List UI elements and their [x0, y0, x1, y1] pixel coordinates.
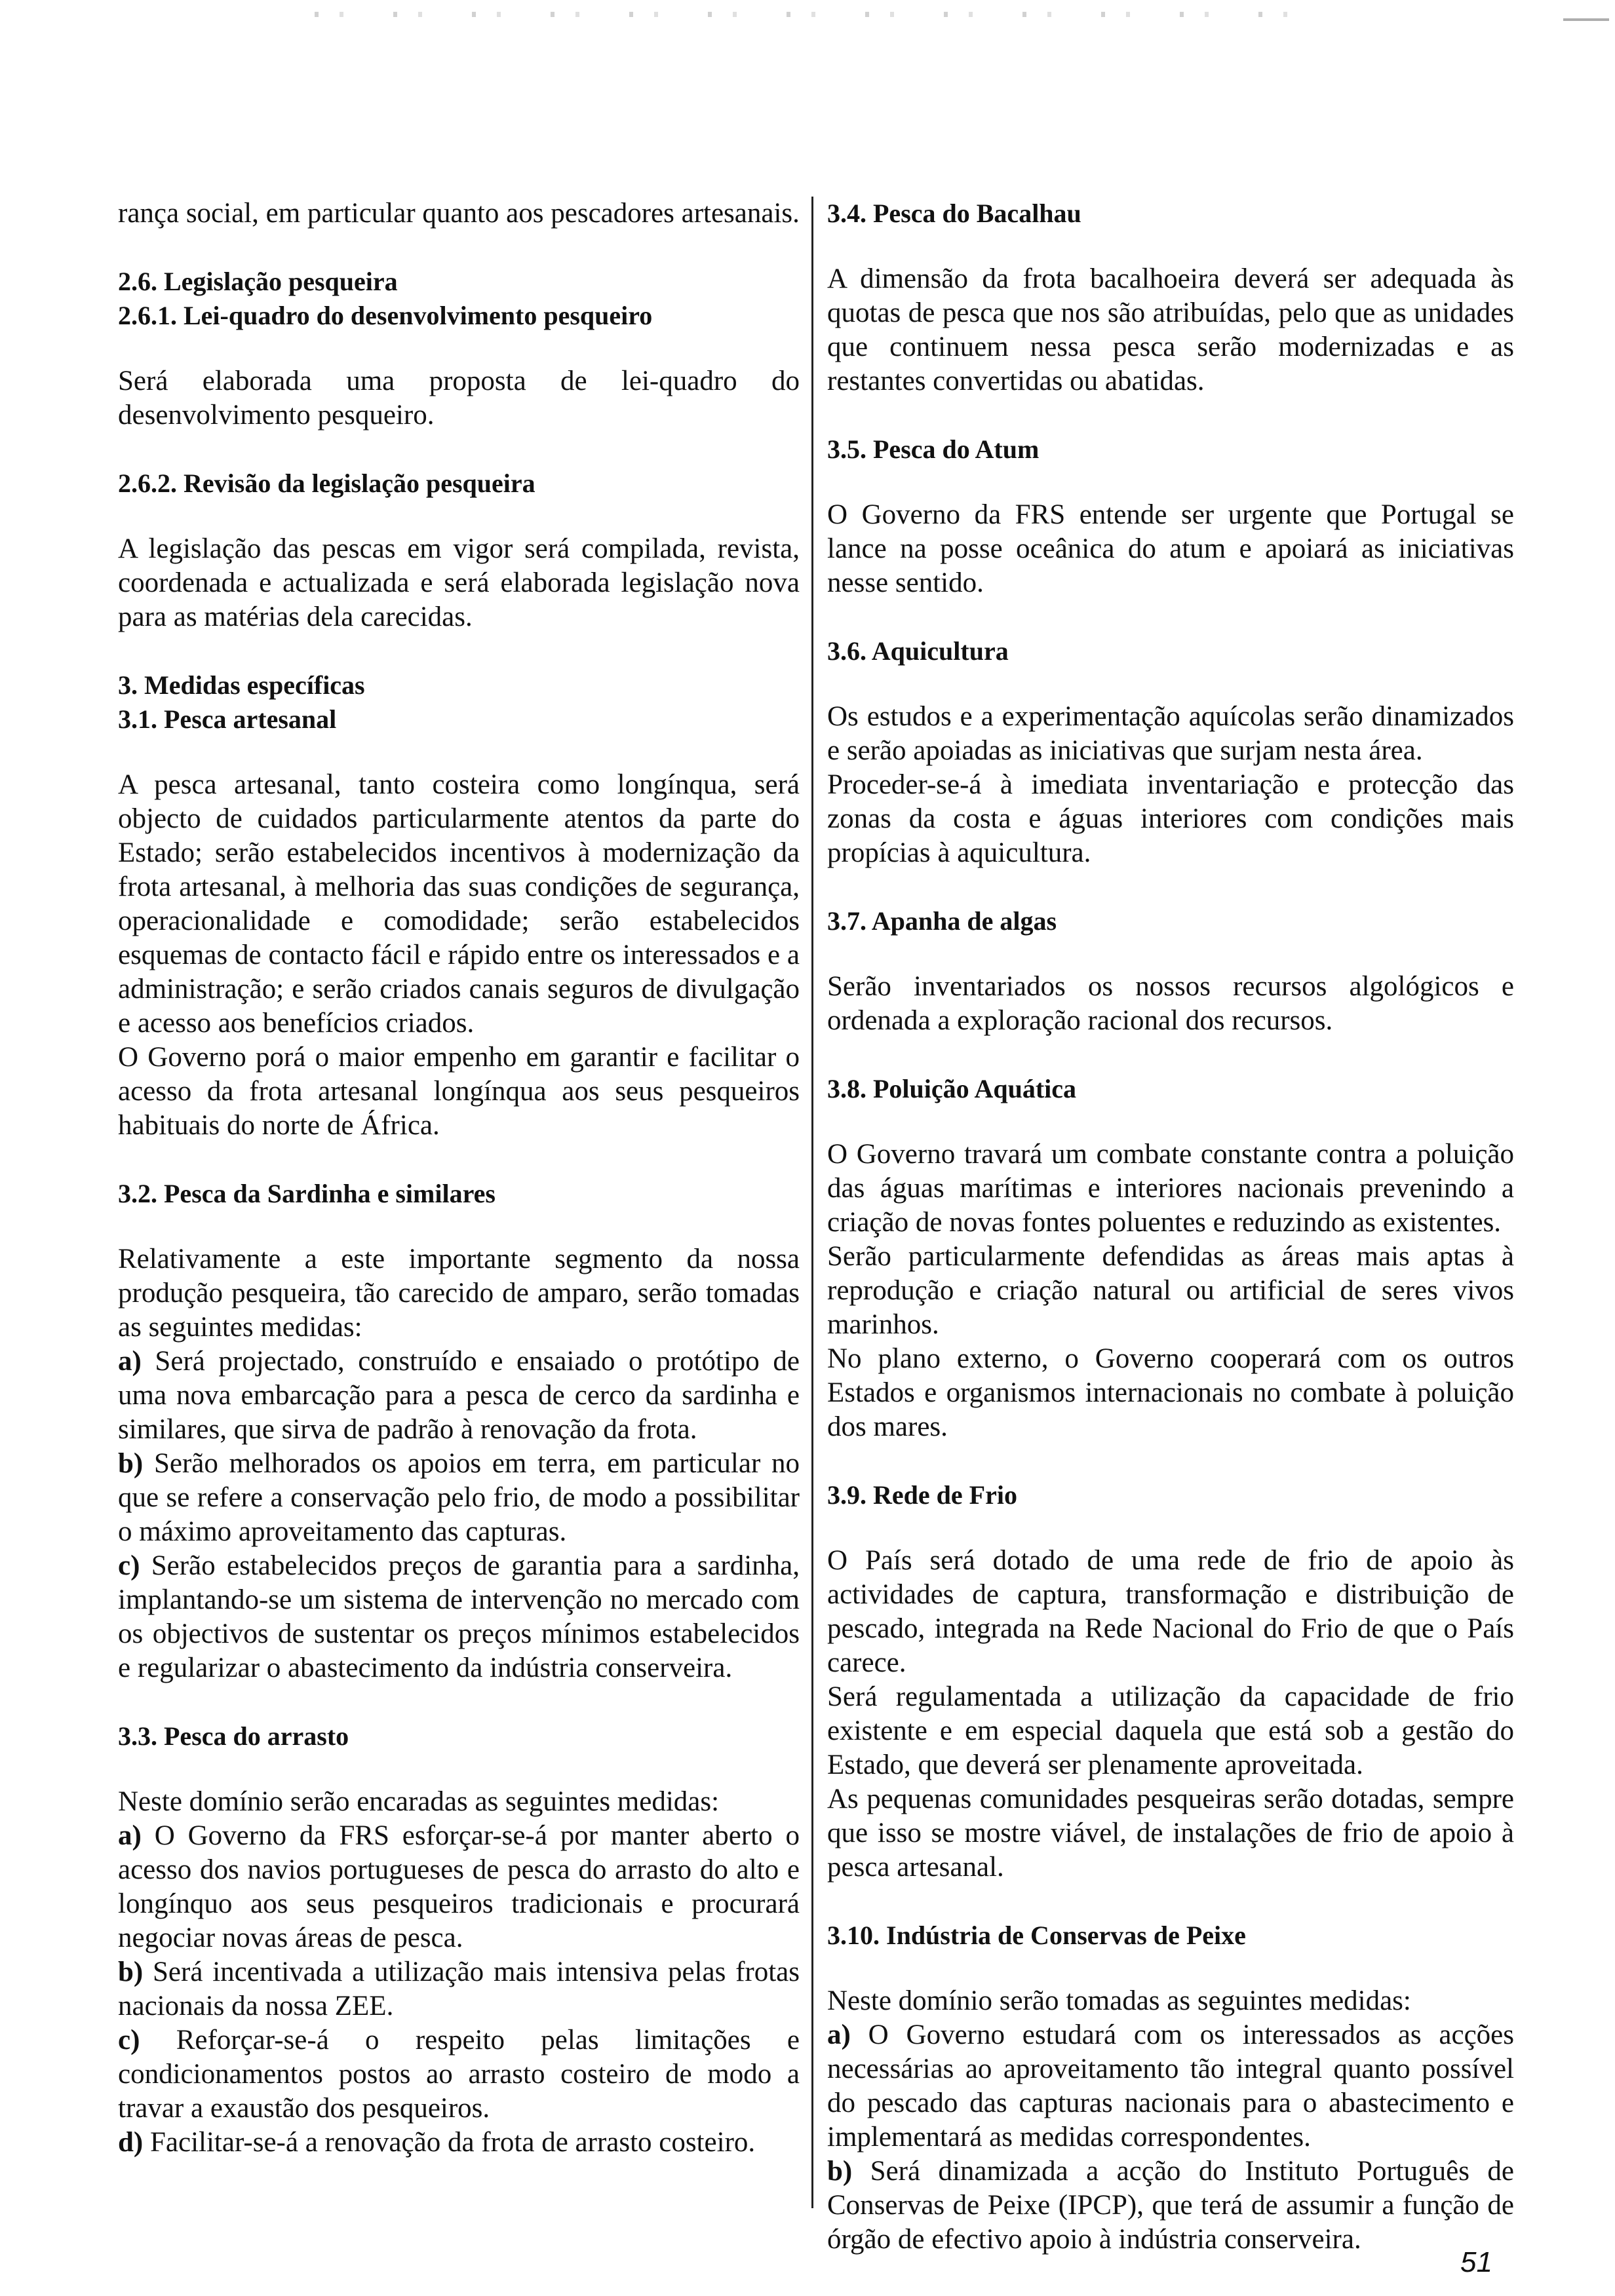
- section-heading: 3.8. Poluição Aquática: [827, 1074, 1077, 1103]
- list-item: [118, 2126, 800, 2160]
- paragraph: A dimensão da frota bacalhoeira deverá ser adequada às quotas de pesca que nos são atribuídas, pelo que as unidades que continuem nessa pesca serão modernizadas e as restantes convertidas ou abatidas.: [827, 263, 1514, 396]
- list-item: [118, 1549, 800, 1685]
- right-column: [827, 197, 1514, 2257]
- scan-artifact-corner: [1563, 18, 1609, 21]
- list-item-text: Serão melhorados os apoios em terra, em particular no que se refere a conservação pelo frio, de modo a possibilitar o máximo aproveitamento das capturas.: [118, 1448, 800, 1547]
- paragraph: Neste domínio serão encaradas as seguintes medidas:: [118, 1786, 720, 1817]
- section-heading: 3.2. Pesca da Sardinha e similares: [118, 1179, 496, 1208]
- list-marker: a): [827, 2019, 851, 2050]
- list-marker: b): [827, 2156, 853, 2187]
- list-marker: b): [118, 1957, 144, 1987]
- list-item: [827, 2154, 1514, 2257]
- section-heading: 2.6.2. Revisão da legislação pesqueira: [118, 469, 535, 498]
- paragraph: O Governo porá o maior empenho em garantir e facilitar o acesso da frota artesanal longínqua aos seus pesqueiros habituais do norte de África.: [118, 1042, 800, 1141]
- list-marker: b): [118, 1448, 144, 1479]
- paragraph: Os estudos e a experimentação aquícolas serão dinamizados e serão apoiadas as iniciativas que surjam nesta área.: [827, 701, 1514, 766]
- paragraph: O País será dotado de uma rede de frio de apoio às actividades de captura, transformação e distribuição de pescado, integrada na Rede Nacional do Frio de que o País carece.: [827, 1545, 1514, 1678]
- column-divider: [811, 197, 813, 2208]
- section-heading: 3.10. Indústria de Conservas de Peixe: [827, 1921, 1246, 1950]
- list-marker: d): [118, 2127, 144, 2158]
- section-heading: 3.1. Pesca artesanal: [118, 704, 337, 734]
- section-heading: 3.5. Pesca do Atum: [827, 434, 1040, 464]
- paragraph: Será elaborada uma proposta de lei-quadro do desenvolvimento pesqueiro.: [118, 366, 800, 430]
- paragraph: O Governo travará um combate constante contra a poluição das águas marítimas e interiores nacionais prevenindo a criação de novas fontes poluentes e reduzindo as existentes.: [827, 1139, 1514, 1238]
- paragraph: Neste domínio serão tomadas as seguintes medidas:: [827, 1985, 1411, 2016]
- list-item-text: Será projectado, construído e ensaiado o protótipo de uma nova embarcação para a pesca de cerco da sardinha e similares, que sirva de padrão à renovação da frota.: [118, 1346, 800, 1445]
- section-heading: 3.9. Rede de Frio: [827, 1480, 1017, 1510]
- page-number: 51: [1460, 2246, 1492, 2278]
- paragraph: A legislação das pescas em vigor será compilada, revista, coordenada e actualizada e será elaborada legislação nova para as matérias dela carecidas.: [118, 533, 800, 632]
- left-column: [118, 197, 800, 2160]
- list-marker: c): [118, 1550, 140, 1581]
- section-heading: 3. Medidas específicas: [118, 670, 365, 700]
- list-item: [118, 1819, 800, 1955]
- list-item-text: Será incentivada a utilização mais intensiva pelas frotas nacionais da nossa ZEE.: [118, 1957, 800, 2021]
- list-item-text: O Governo da FRS esforçar-se-á por manter aberto o acesso dos navios portugueses de pesca do arrasto do alto e longínquo aos seus pesqueiros tradicionais e procurará negociar novas áreas de pesca.: [118, 1820, 800, 1953]
- section-heading: 3.4. Pesca do Bacalhau: [827, 199, 1081, 228]
- paragraph: As pequenas comunidades pesqueiras serão dotadas, sempre que isso se mostre viável, de instalações de frio de apoio à pesca artesanal.: [827, 1784, 1514, 1883]
- section-heading: 3.6. Aquicultura: [827, 636, 1009, 666]
- list-item: [827, 2018, 1514, 2154]
- list-item: [118, 1447, 800, 1549]
- paragraph: Serão inventariados os nossos recursos algológicos e ordenada a exploração racional dos recursos.: [827, 971, 1514, 1036]
- section-heading: 3.3. Pesca do arrasto: [118, 1721, 349, 1751]
- list-item-text: Serão estabelecidos preços de garantia para a sardinha, implantando-se um sistema de intervenção no mercado com os objectivos de sustentar os preços mínimos estabelecidos e regularizar o abastecimento da indústria conserveira.: [118, 1550, 800, 1683]
- section-heading: 3.7. Apanha de algas: [827, 906, 1057, 936]
- list-item: [118, 2023, 800, 2126]
- list-item: [118, 1345, 800, 1447]
- scan-artifact: [315, 12, 1337, 17]
- paragraph: A pesca artesanal, tanto costeira como longínqua, será objecto de cuidados particularmente atentos da parte do Estado; serão estabelecidos incentivos à modernização da frota artesanal, à melhoria das suas condições de segurança, operacionalidade e comodidade; serão estabelecidos esquemas de contacto fácil e rápido entre os interessados e a administração; e serão criados canais seguros de divulgação e acesso aos benefícios criados.: [118, 769, 800, 1039]
- list-marker: c): [118, 2025, 140, 2056]
- list-marker: a): [118, 1820, 142, 1851]
- list-item-text: O Governo estudará com os interessados as acções necessárias ao aproveitamento tão integral quanto possível do pescado das capturas nacionais para o abastecimento e implementará as medidas correspondentes.: [827, 2019, 1514, 2152]
- list-item-text: Facilitar-se-á a renovação da frota de arrasto costeiro.: [143, 2127, 756, 2158]
- list-item: [118, 1955, 800, 2023]
- paragraph: Será regulamentada a utilização da capacidade de frio existente e em especial daquela que está sob a gestão do Estado, que deverá ser plenamente aproveitada.: [827, 1681, 1514, 1780]
- list-marker: a): [118, 1346, 142, 1377]
- paragraph: No plano externo, o Governo cooperará com os outros Estados e organismos internacionais no combate à poluição dos mares.: [827, 1343, 1514, 1442]
- paragraph: Relativamente a este importante segmento da nossa produção pesqueira, tão carecido de amparo, serão tomadas as seguintes medidas:: [118, 1244, 800, 1343]
- list-item-text: Reforçar-se-á o respeito pelas limitações e condicionamentos postos ao arrasto costeiro de modo a travar a exaustão dos pesqueiros.: [118, 2025, 800, 2124]
- paragraph: rança social, em particular quanto aos pescadores artesanais.: [118, 198, 800, 229]
- section-heading: 2.6.1. Lei-quadro do desenvolvimento pesqueiro: [118, 301, 653, 330]
- list-item-text: Será dinamizada a acção do Instituto Português de Conservas de Peixe (IPCP), que terá de assumir a função de órgão de efectivo apoio à indústria conserveira.: [827, 2156, 1514, 2255]
- paragraph: Serão particularmente defendidas as áreas mais aptas à reprodução e criação natural ou artificial de seres vivos marinhos.: [827, 1241, 1514, 1340]
- paragraph: O Governo da FRS entende ser urgente que Portugal se lance na posse oceânica do atum e apoiará as iniciativas nesse sentido.: [827, 499, 1514, 598]
- paragraph: Proceder-se-á à imediata inventariação e protecção das zonas da costa e águas interiores com condições mais propícias à aquicultura.: [827, 769, 1514, 868]
- section-heading: 2.6. Legislação pesqueira: [118, 267, 398, 296]
